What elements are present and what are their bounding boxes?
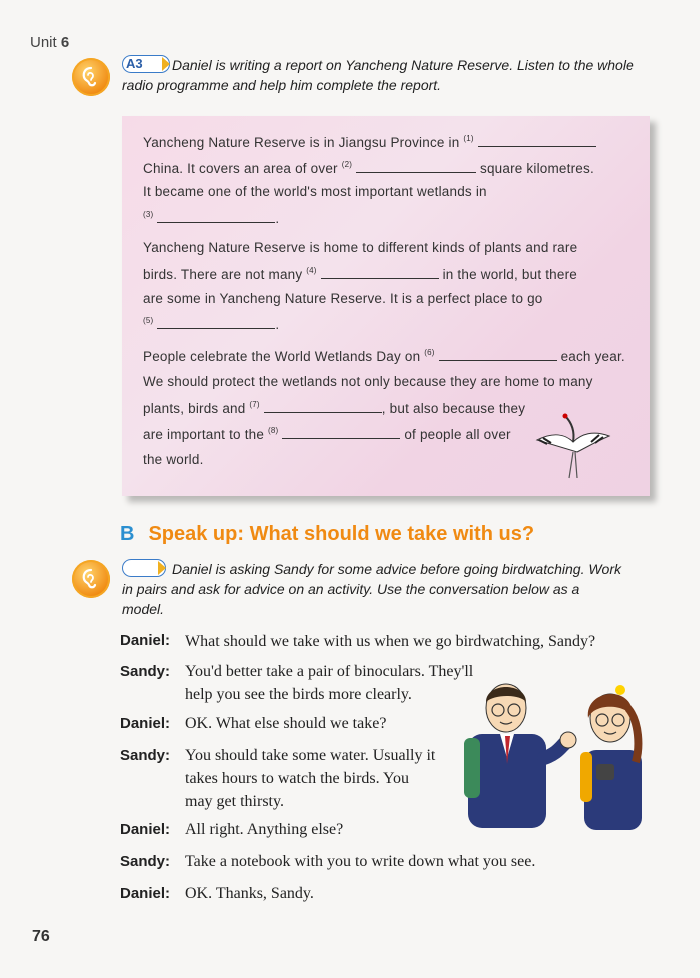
- dialogue-line: [185, 660, 473, 706]
- blank-number: (4): [306, 266, 317, 275]
- report-line-10: [143, 374, 593, 389]
- report-text: in the world, but there: [442, 267, 578, 282]
- section-b-title: [120, 523, 534, 546]
- report-text: square kilometres.: [480, 161, 594, 176]
- a3-instruction-line2: radio programme and help him complete the report.: [122, 77, 442, 93]
- dialogue-line: [185, 882, 314, 905]
- blank-4[interactable]: [321, 266, 439, 279]
- report-text: are some in Yancheng Nature Reserve. It is a perfect place to go: [143, 291, 543, 306]
- a3-instruction-line1: Daniel is writing a report on Yancheng Nature Reserve. Listen to the whole: [172, 57, 634, 73]
- report-line-3: [143, 184, 487, 199]
- play-icon: [162, 57, 170, 71]
- blank-3[interactable]: [157, 210, 275, 223]
- dialogue-line: [185, 744, 435, 813]
- b-instruction-line3: model.: [122, 601, 165, 617]
- unit-header: [30, 34, 69, 51]
- dialogue-text: What should we take with us when we go birdwatching, Sandy?: [185, 633, 596, 650]
- b-instruction-line2: in pairs and ask for advice on an activity. Use the conversation below as a: [122, 581, 580, 597]
- blank-6[interactable]: [439, 348, 557, 361]
- dialogue-text: OK. What else should we take?: [185, 715, 387, 732]
- blank-number: (6): [424, 348, 435, 357]
- dialogue-speaker: Daniel:: [120, 715, 171, 732]
- report-line-1: [143, 134, 596, 150]
- a3-badge-label: A3: [126, 56, 143, 71]
- blank-number: (5): [143, 316, 154, 325]
- report-text: .: [275, 211, 280, 226]
- report-line-9: [143, 348, 625, 364]
- report-text: China. It covers an area of over: [143, 161, 338, 176]
- speaking-icon: [72, 560, 110, 598]
- dialogue-speaker: Sandy:: [120, 853, 171, 870]
- dialogue-text: Take a notebook with you to write down what you see.: [185, 853, 536, 870]
- blank-2[interactable]: [356, 160, 476, 173]
- dialogue-text: All right. Anything else?: [185, 821, 344, 838]
- dialogue-speaker: Daniel:: [120, 821, 171, 838]
- dialogue-text: You'd better take a pair of binoculars. They'll: [185, 663, 474, 680]
- dialogue-text: help you see the birds more clearly.: [185, 686, 412, 703]
- dialogue-line: [185, 850, 535, 873]
- unit-number: 6: [60, 34, 70, 51]
- b-instruction-line1: Daniel is asking Sandy for some advice before going birdwatching. Work: [172, 561, 622, 577]
- blank-number: (2): [341, 160, 353, 169]
- blank-number: (3): [143, 210, 154, 219]
- report-text: plants, birds and: [143, 401, 246, 416]
- report-text: It became one of the world's most important wetlands in: [143, 184, 487, 199]
- blank-1[interactable]: [478, 134, 596, 147]
- dialogue-text: may get thirsty.: [185, 793, 284, 810]
- report-line-4: [143, 210, 279, 226]
- blank-number: (7): [249, 400, 260, 409]
- report-text: each year.: [560, 349, 625, 364]
- play-icon: [158, 561, 166, 575]
- report-text: birds. There are not many: [143, 267, 303, 282]
- dialogue-text: takes hours to watch the birds. You: [185, 770, 409, 787]
- report-line-6: [143, 266, 577, 282]
- unit-label: Unit: [30, 34, 57, 51]
- listening-icon: [72, 58, 110, 96]
- dialogue-text: OK. Thanks, Sandy.: [185, 885, 314, 902]
- report-line-2: [143, 160, 594, 176]
- report-text: of people all over: [404, 427, 511, 442]
- blank-number: (1): [463, 134, 474, 143]
- report-line-8: [143, 316, 279, 332]
- report-line-12: [143, 426, 511, 442]
- daniel-sandy-illustration: [460, 678, 650, 833]
- dialogue-speaker: Sandy:: [120, 747, 171, 764]
- report-text: Yancheng Nature Reserve is in Jiangsu Province in: [143, 135, 460, 150]
- page-number: 76: [32, 928, 50, 945]
- report-text: the world.: [143, 452, 204, 467]
- dialogue-speaker: Sandy:: [120, 663, 171, 680]
- report-text: People celebrate the World Wetlands Day on: [143, 349, 421, 364]
- report-text: .: [275, 317, 280, 332]
- blank-number: (8): [268, 426, 279, 435]
- report-text: , but also because they: [381, 401, 526, 416]
- report-text: We should protect the wetlands not only because they are home to many: [143, 374, 593, 389]
- report-text: Yancheng Nature Reserve is home to different kinds of plants and rare: [143, 240, 578, 255]
- dialogue-text: You should take some water. Usually it: [185, 747, 436, 764]
- b-audio-badge[interactable]: [122, 559, 166, 577]
- report-line-13: [143, 452, 204, 467]
- dialogue-line: [185, 712, 386, 735]
- report-line-5: [143, 240, 577, 255]
- report-line-7: [143, 291, 543, 306]
- report-text: are important to the: [143, 427, 265, 442]
- blank-8[interactable]: [282, 426, 400, 439]
- a3-badge: [122, 55, 170, 73]
- blank-7[interactable]: [264, 400, 382, 413]
- dialogue-speaker: Daniel:: [120, 632, 171, 649]
- dialogue-line: [185, 818, 343, 841]
- section-b-title-text: Speak up: What should we take with us?: [148, 523, 535, 545]
- crane-icon: [533, 412, 613, 482]
- dialogue-line: [185, 630, 595, 653]
- blank-5[interactable]: [157, 316, 275, 329]
- report-line-11: [143, 400, 525, 416]
- dialogue-speaker: Daniel:: [120, 885, 171, 902]
- section-b-letter: B: [120, 523, 135, 545]
